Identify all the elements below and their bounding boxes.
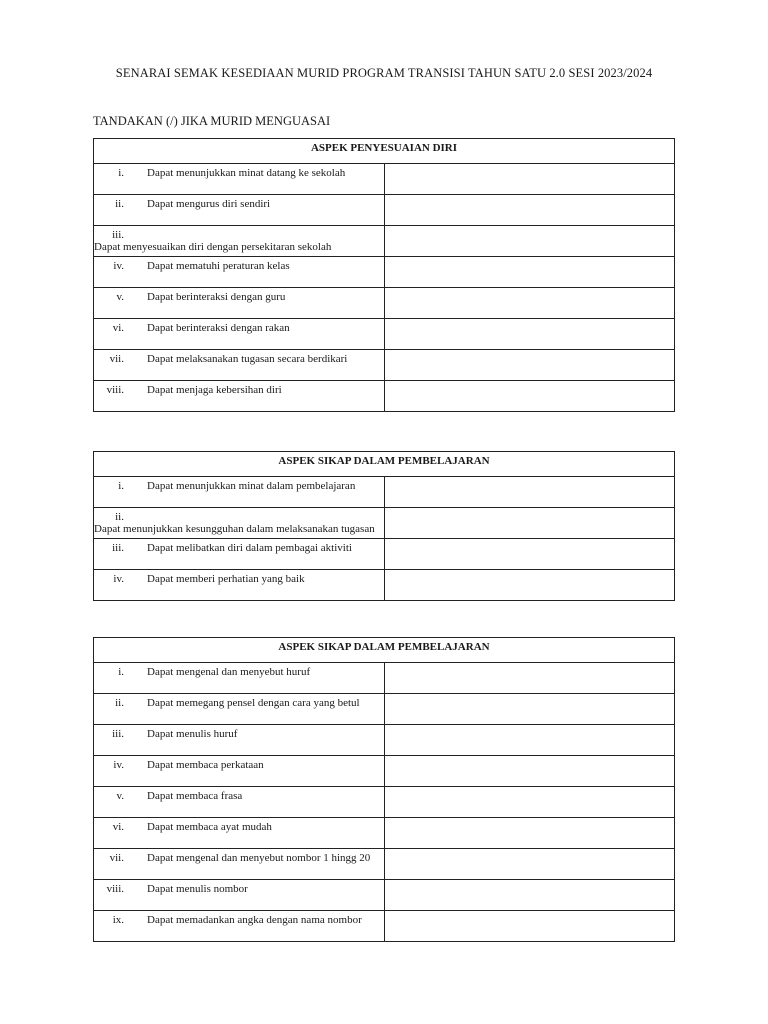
item-number: ix.	[112, 914, 124, 926]
item-cell	[94, 818, 385, 849]
item-number: i.	[118, 480, 124, 492]
item-number: iii.	[112, 542, 124, 554]
tick-box[interactable]	[384, 756, 675, 787]
item-text: Dapat mematuhi peraturan kelas	[147, 260, 290, 272]
item-cell	[94, 226, 385, 257]
tick-box[interactable]	[384, 818, 675, 849]
tick-box[interactable]	[384, 195, 675, 226]
item-cell	[94, 477, 385, 508]
tick-box[interactable]	[384, 164, 675, 195]
item-cell	[94, 164, 385, 195]
item-text: Dapat mengenal dan menyebut huruf	[147, 666, 311, 678]
tick-box[interactable]	[384, 570, 675, 601]
instruction-text: TANDAKAN (/) JIKA MURID MENGUASAI	[93, 114, 331, 128]
checklist-table-penyesuaian-diri	[93, 138, 675, 412]
item-cell	[94, 880, 385, 911]
item-number: iv.	[113, 260, 124, 272]
item-text: Dapat melaksanakan tugasan secara berdikari	[147, 353, 348, 365]
item-text: Dapat melibatkan diri dalam pembagai aktiviti	[147, 542, 352, 554]
checklist-row	[94, 756, 675, 787]
item-cell	[94, 911, 385, 942]
checklist-row	[94, 911, 675, 942]
item-text: Dapat berinteraksi dengan rakan	[147, 322, 290, 334]
checklist-row	[94, 319, 675, 350]
checklist-row	[94, 164, 675, 195]
item-cell	[94, 849, 385, 880]
item-cell	[94, 257, 385, 288]
item-text: Dapat menunjukkan kesungguhan dalam melaksanakan tugasan	[94, 523, 375, 535]
item-text: Dapat membaca frasa	[147, 790, 243, 802]
item-text: Dapat membaca ayat mudah	[147, 821, 272, 833]
item-text: Dapat mengurus diri sendiri	[147, 198, 271, 210]
tick-box[interactable]	[384, 694, 675, 725]
item-cell	[94, 381, 385, 412]
item-number: i.	[118, 666, 124, 678]
item-cell	[94, 508, 385, 539]
tick-box[interactable]	[384, 849, 675, 880]
item-text: Dapat membaca perkataan	[147, 759, 264, 771]
checklist-row	[94, 257, 675, 288]
item-text: Dapat memadankan angka dengan nama nombor	[147, 914, 362, 926]
item-text: Dapat menunjukkan minat dalam pembelajaran	[147, 480, 356, 492]
checklist-row	[94, 195, 675, 226]
tick-box[interactable]	[384, 911, 675, 942]
tick-box[interactable]	[384, 257, 675, 288]
item-text: Dapat memberi perhatian yang baik	[147, 573, 305, 585]
item-cell	[94, 663, 385, 694]
item-cell	[94, 787, 385, 818]
item-text: Dapat menulis huruf	[147, 728, 238, 740]
document-title: SENARAI SEMAK KESEDIAAN MURID PROGRAM TRANSISI TAHUN SATU 2.0 SESI 2023/2024	[115, 66, 653, 80]
item-number: ii.	[115, 511, 124, 523]
checklist-row	[94, 570, 675, 601]
checklist-table-sikap-pembelajaran	[93, 451, 675, 601]
checklist-row	[94, 288, 675, 319]
checklist-row	[94, 539, 675, 570]
tick-box[interactable]	[384, 477, 675, 508]
item-number: vii.	[109, 353, 124, 365]
checklist-row	[94, 818, 675, 849]
checklist-row	[94, 381, 675, 412]
tick-box[interactable]	[384, 288, 675, 319]
item-number: ii.	[115, 697, 124, 709]
item-text: Dapat menulis nombor	[147, 883, 248, 895]
tick-box[interactable]	[384, 508, 675, 539]
tick-box[interactable]	[384, 725, 675, 756]
tick-box[interactable]	[384, 880, 675, 911]
item-cell	[94, 570, 385, 601]
checklist-row	[94, 880, 675, 911]
section-heading: ASPEK SIKAP DALAM PEMBELAJARAN	[94, 638, 675, 663]
item-cell	[94, 756, 385, 787]
tick-box[interactable]	[384, 663, 675, 694]
checklist-row	[94, 226, 675, 257]
item-number: iv.	[113, 573, 124, 585]
item-text: Dapat memegang pensel dengan cara yang betul	[147, 697, 360, 709]
item-cell	[94, 694, 385, 725]
section-heading: ASPEK PENYESUAIAN DIRI	[94, 139, 675, 164]
item-text: Dapat menunjukkan minat datang ke sekolah	[147, 167, 346, 179]
tick-box[interactable]	[384, 539, 675, 570]
checklist-table-literasi-numerasi	[93, 637, 675, 942]
item-number: ii.	[115, 198, 124, 210]
section-heading: ASPEK SIKAP DALAM PEMBELAJARAN	[94, 452, 675, 477]
item-number: viii.	[106, 384, 124, 396]
tick-box[interactable]	[384, 787, 675, 818]
item-cell	[94, 288, 385, 319]
item-text: Dapat menyesuaikan diri dengan persekitaran sekolah	[94, 241, 332, 253]
checklist-row	[94, 350, 675, 381]
tick-box[interactable]	[384, 319, 675, 350]
tick-box[interactable]	[384, 226, 675, 257]
checklist-row	[94, 663, 675, 694]
item-cell	[94, 350, 385, 381]
item-text: Dapat mengenal dan menyebut nombor 1 hingg 20	[147, 852, 371, 864]
item-cell	[94, 725, 385, 756]
item-number: iii.	[112, 229, 124, 241]
checklist-row	[94, 849, 675, 880]
item-number: v.	[116, 790, 124, 802]
item-number: vi.	[112, 322, 124, 334]
checklist-row	[94, 477, 675, 508]
item-number: viii.	[106, 883, 124, 895]
tick-box[interactable]	[384, 381, 675, 412]
item-number: iv.	[113, 759, 124, 771]
tick-box[interactable]	[384, 350, 675, 381]
checklist-row	[94, 787, 675, 818]
item-number: i.	[118, 167, 124, 179]
item-number: vi.	[112, 821, 124, 833]
item-number: v.	[116, 291, 124, 303]
item-text: Dapat menjaga kebersihan diri	[147, 384, 282, 396]
checklist-row	[94, 508, 675, 539]
checklist-row	[94, 725, 675, 756]
item-cell	[94, 195, 385, 226]
item-cell	[94, 319, 385, 350]
item-cell	[94, 539, 385, 570]
checklist-row	[94, 694, 675, 725]
item-text: Dapat berinteraksi dengan guru	[147, 291, 286, 303]
item-number: iii.	[112, 728, 124, 740]
item-number: vii.	[109, 852, 124, 864]
